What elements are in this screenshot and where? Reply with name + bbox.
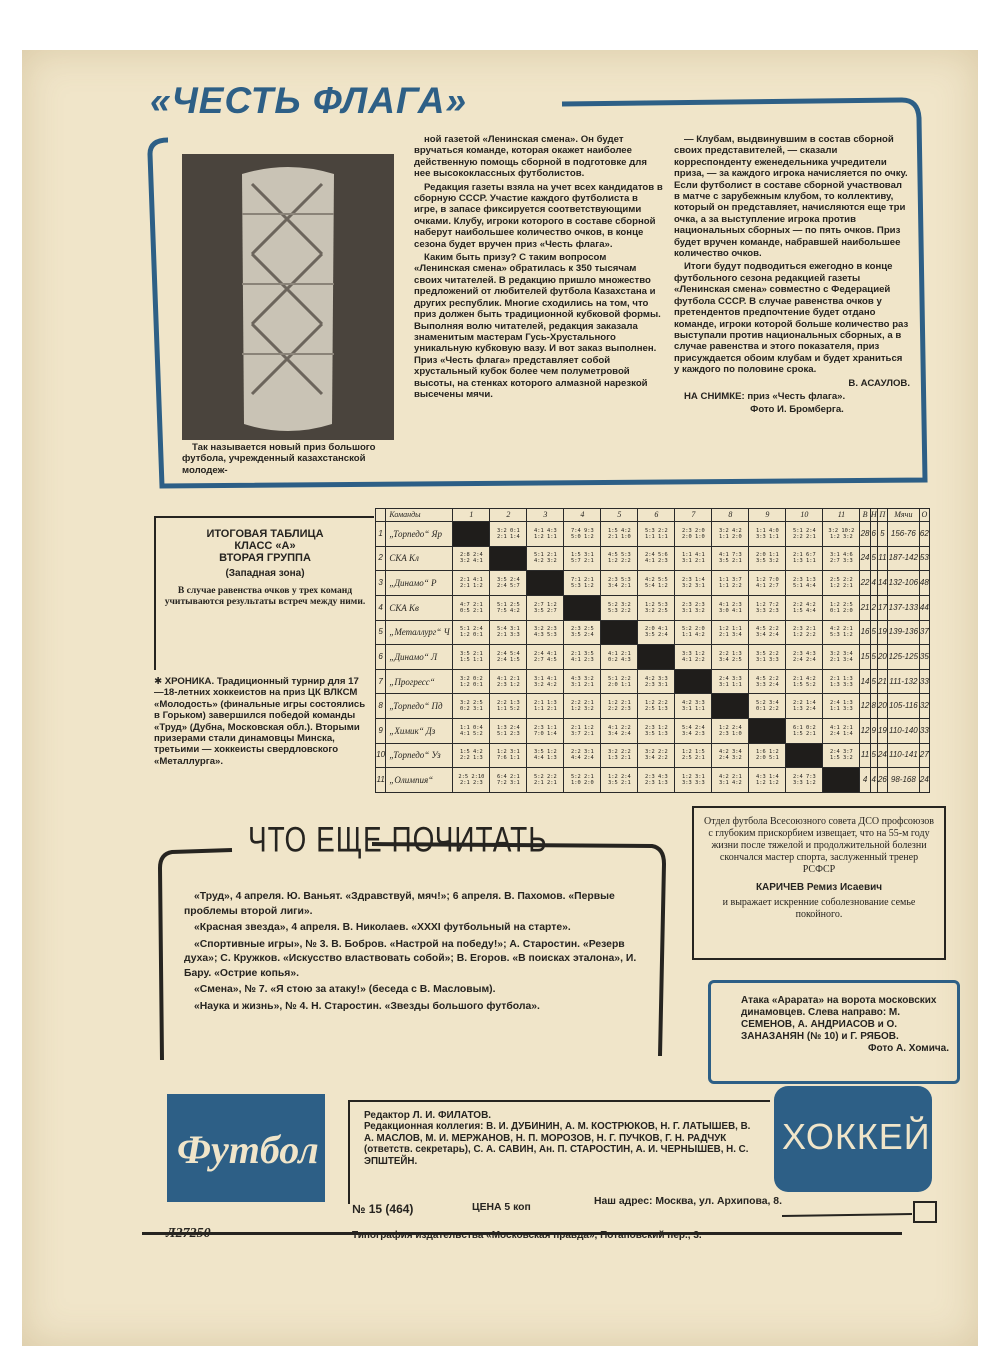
stat-l: 14: [877, 571, 887, 596]
score-cell: 6:4 2:1 7:2 3:1: [490, 768, 527, 793]
score-cell: 2:1 6:7 1:3 1:1: [786, 546, 823, 571]
intro-paragraph: Так называется новый приз большого футбола, учрежденный казахстанской молодеж-: [182, 442, 376, 476]
score-cell: 4:5 2:2 3:4 2:4: [749, 620, 786, 645]
stat-pts: 27: [919, 743, 929, 768]
box-group: ВТОРАЯ ГРУППА: [219, 552, 311, 564]
score-cell: 4:1 7:3 3:5 2:1: [712, 546, 749, 571]
team-name: „Торпедо“ Уз: [386, 743, 453, 768]
diagonal-cell: [638, 645, 675, 670]
header-stat: О: [919, 509, 929, 522]
score-cell: 2:5 2:10 2:1 2:3: [453, 768, 490, 793]
stat-d: 2: [870, 595, 877, 620]
stat-w: 16: [860, 620, 870, 645]
stat-goals: 98-168: [888, 768, 920, 793]
score-cell: 2:4 5:4 2:4 1:5: [490, 645, 527, 670]
stat-d: 5: [870, 546, 877, 571]
article-column-2: [414, 134, 664, 402]
hockey-logo: [774, 1086, 932, 1192]
score-cell: 1:2 7:0 4:1 2:7: [749, 571, 786, 596]
header-col-number: 10: [786, 509, 823, 522]
row-number: 9: [376, 719, 386, 744]
table-row: [376, 669, 930, 694]
header-teams: Команды: [386, 509, 453, 522]
paragraph: — Клубам, выдвинувшим в состав сборной своих представителей, — сказали корреспонденту еженедельника учредители приза, — за каждого игрока начисляется по очку. Если футболист в составе сборной участвовал в матче с зарубежным клубом, то коллективу, который он представляет, начисляются еще три очка, а за выступление игрока против национальных сборных — по пять очков. Приз будет вручен команде, набравшей наибольшее количество очков.: [674, 134, 908, 260]
reading-item: «Красная звезда», 4 апреля. В. Николаев. «XXXI футбольный на старте».: [194, 922, 571, 933]
diagonal-cell: [749, 719, 786, 744]
caption-text: Атака «Арарата» на ворота московских динамовцев. Слева направо: М. СЕМЕНОВ, А. АНДРИАСОВ и О. ЗАНАЗАНЯН (№ 10) и Г. РЯБОВ.: [741, 995, 937, 1042]
score-cell: 2:4 4:1 2:7 4:5: [527, 645, 564, 670]
stat-pts: 37: [919, 620, 929, 645]
score-cell: 1:2 2:4 2:3 1:0: [712, 719, 749, 744]
score-cell: 3:2 0:2 1:2 0:1: [453, 669, 490, 694]
stat-goals: 139-136: [888, 620, 920, 645]
box-subtitle: КЛАСС «А»: [234, 540, 296, 552]
reading-item: «Труд», 4 апреля. Ю. Ваньят. «Здравствуй, мяч!»; 6 апреля. В. Пахомов. «Первые проблемы второй лиги».: [184, 891, 615, 917]
stat-pts: 53: [919, 546, 929, 571]
editor-line: Редактор Л. И. ФИЛАТОВ.: [364, 1110, 492, 1121]
team-name: „Прогресс“: [386, 669, 453, 694]
hockey-logo-text: ХОККЕЙ: [782, 1116, 931, 1157]
score-cell: 2:7 1:2 3:5 2:7: [527, 595, 564, 620]
stat-l: 21: [877, 669, 887, 694]
score-cell: 3:1 4:6 2:7 3:3: [823, 546, 860, 571]
standings-info-box: [154, 516, 374, 670]
score-cell: 2:1 4:2 1:5 5:2: [786, 669, 823, 694]
futbol-logo: [167, 1094, 325, 1202]
score-cell: 2:3 1:3 5:1 4:4: [786, 571, 823, 596]
printer-line: Типография издательства «Московская правда», Потаповский пер., 3.: [352, 1230, 702, 1241]
chronicle-label: ХРОНИКА.: [164, 676, 215, 687]
score-cell: 2:2 2:1 1:2 3:2: [564, 694, 601, 719]
stat-d: 9: [870, 719, 877, 744]
stat-pts: 24: [919, 768, 929, 793]
stat-d: 5: [870, 620, 877, 645]
price: ЦЕНА 5 коп: [472, 1202, 531, 1213]
header-col-number: 6: [638, 509, 675, 522]
score-cell: 4:2 3:3 3:1 1:1: [675, 694, 712, 719]
score-cell: 7:1 2:1 5:3 1:2: [564, 571, 601, 596]
score-cell: 2:4 1:3 1:1 3:3: [823, 694, 860, 719]
score-cell: 5:3 2:2 1:1 1:1: [638, 522, 675, 547]
score-cell: 2:3 2:5 3:5 2:4: [564, 620, 601, 645]
row-number: 2: [376, 546, 386, 571]
score-cell: 5:4 2:4 3:4 2:3: [675, 719, 712, 744]
pen-icon: [782, 1196, 942, 1226]
chronicle-block: [154, 676, 366, 767]
stat-l: 20: [877, 645, 887, 670]
photo-caption-box: [708, 980, 960, 1084]
score-cell: 2:0 4:1 3:5 2:4: [638, 620, 675, 645]
box-zone: (Западная зона): [225, 568, 305, 579]
score-cell: 3:2 2:3 4:3 5:3: [527, 620, 564, 645]
team-name: „Химик“ Дз: [386, 719, 453, 744]
star-icon: ✱: [154, 676, 165, 687]
score-cell: 2:3 2:0 2:0 1:0: [675, 522, 712, 547]
header-col-number: 11: [823, 509, 860, 522]
score-cell: 2:2 4:2 1:5 4:4: [786, 595, 823, 620]
score-cell: 2:4 3:3 3:1 1:1: [712, 669, 749, 694]
score-cell: 5:2 2:2 2:1 2:1: [527, 768, 564, 793]
score-cell: 2:3 5:3 3:4 2:1: [601, 571, 638, 596]
diagonal-cell: [786, 743, 823, 768]
score-cell: 1:2 3:1 3:3 3:3: [675, 768, 712, 793]
score-cell: 4:1 4:3 1:2 1:1: [527, 522, 564, 547]
score-cell: 2:1 3:5 4:1 2:3: [564, 645, 601, 670]
score-cell: 1:2 7:2 3:3 2:3: [749, 595, 786, 620]
reading-list: [184, 890, 654, 1016]
stat-pts: 33: [919, 719, 929, 744]
stat-d: 6: [870, 522, 877, 547]
header-stat: Н: [870, 509, 877, 522]
stat-pts: 48: [919, 571, 929, 596]
score-cell: 4:1 2:2 3:4 2:4: [601, 719, 638, 744]
score-cell: 4:1 2:1 0:2 4:3: [601, 645, 638, 670]
row-number: 7: [376, 669, 386, 694]
score-cell: 4:2 3:3 2:3 3:1: [638, 669, 675, 694]
team-name: СКА Кл: [386, 546, 453, 571]
score-cell: 6:1 0:2 1:5 2:1: [786, 719, 823, 744]
team-name: СКА Кв: [386, 595, 453, 620]
stat-d: 8: [870, 694, 877, 719]
stat-goals: 187-142: [888, 546, 920, 571]
header-col-number: 1: [453, 509, 490, 522]
score-cell: 1:2 3:1 7:6 1:1: [490, 743, 527, 768]
score-cell: 1:5 4:2 2:1 1:0: [601, 522, 638, 547]
stat-d: 5: [870, 645, 877, 670]
header-col-number: 3: [527, 509, 564, 522]
score-cell: 5:2 2:0 1:1 4:2: [675, 620, 712, 645]
score-cell: 4:5 2:2 3:3 2:4: [749, 669, 786, 694]
issue-number: № 15 (464): [352, 1202, 414, 1216]
stat-w: 28: [860, 522, 870, 547]
row-number: 5: [376, 620, 386, 645]
row-number: 8: [376, 694, 386, 719]
stat-w: 24: [860, 546, 870, 571]
table-row: [376, 768, 930, 793]
score-cell: 4:7 2:1 0:5 2:1: [453, 595, 490, 620]
table-row: [376, 595, 930, 620]
diagonal-cell: [712, 694, 749, 719]
stat-goals: 105-116: [888, 694, 920, 719]
stat-w: 15: [860, 645, 870, 670]
header-col-number: 2: [490, 509, 527, 522]
header-stat: П: [877, 509, 887, 522]
reading-item: «Спортивные игры», № 3. В. Бобров. «Настрой на победу!»; А. Старостин. «Резерв духа»; С. Кружков. «Искусство властвовать собой»; В. Егоров. «В поисках эталона», И. Бару. «Острие копья».: [184, 938, 637, 979]
stat-goals: 125-125: [888, 645, 920, 670]
score-cell: 2:2 1:3 3:4 2:5: [712, 645, 749, 670]
stat-l: 11: [877, 546, 887, 571]
header-col-number: 4: [564, 509, 601, 522]
score-cell: 1:2 2:5 0:1 2:0: [823, 595, 860, 620]
score-cell: 3:5 2:1 1:5 1:1: [453, 645, 490, 670]
score-cell: 3:2 0:1 2:1 1:4: [490, 522, 527, 547]
stat-l: 24: [877, 743, 887, 768]
score-cell: 5:1 2:1 4:2 3:2: [527, 546, 564, 571]
stat-d: 4: [870, 768, 877, 793]
stat-w: 22: [860, 571, 870, 596]
score-cell: 2:3 2:3 3:1 3:2: [675, 595, 712, 620]
team-name: „Динамо“ Р: [386, 571, 453, 596]
score-cell: 1:2 2:1 2:2 2:3: [601, 694, 638, 719]
stat-d: 5: [870, 669, 877, 694]
score-cell: 1:2 2:2 2:5 1:3: [638, 694, 675, 719]
team-name: „Торпедо“ Пд: [386, 694, 453, 719]
diagonal-cell: [823, 768, 860, 793]
stat-goals: 156-76: [888, 522, 920, 547]
score-cell: 7:4 9:3 5:0 1:2: [564, 522, 601, 547]
stat-pts: 62: [919, 522, 929, 547]
stat-w: 12: [860, 719, 870, 744]
board-line: Редакционная коллегия: В. И. ДУБИНИН, А. М. КОСТРЮКОВ, Н. Г. ЛАТЫШЕВ, В. А. МАСЛОВ, М. И. МЕРЖАНОВ, Н. П. МОРОЗОВ, Н. Г. ПУЧКОВ, Г. Н. РАДЧУК (ответств. секретарь), С. А. САВИН, Ан. П. СТАРОСТИН, А. И. ЧЕРНЫШЕВ, Н. С. ЭПШТЕЙН.: [364, 1121, 751, 1167]
score-cell: 5:2 3:2 5:3 2:2: [601, 595, 638, 620]
score-cell: 1:2 1:1 2:1 3:4: [712, 620, 749, 645]
table-row: [376, 620, 930, 645]
address: Наш адрес: Москва, ул. Архипова, 8.: [594, 1196, 782, 1207]
score-cell: 2:3 1:4 3:2 3:1: [675, 571, 712, 596]
score-cell: 4:3 1:4 1:2 1:2: [749, 768, 786, 793]
stat-d: 5: [870, 743, 877, 768]
team-name: „Торпедо“ Яр: [386, 522, 453, 547]
header-col-number: 7: [675, 509, 712, 522]
stat-w: 21: [860, 595, 870, 620]
row-number: 11: [376, 768, 386, 793]
stat-goals: 132-106: [888, 571, 920, 596]
header-stat: В: [860, 509, 870, 522]
score-cell: 2:5 2:2 1:2 2:1: [823, 571, 860, 596]
table-row: [376, 719, 930, 744]
team-name: „Динамо“ Л: [386, 645, 453, 670]
team-name: „Металлург“ Ч: [386, 620, 453, 645]
score-cell: 2:3 1:2 3:5 1:3: [638, 719, 675, 744]
row-number: 1: [376, 522, 386, 547]
diagonal-cell: [453, 522, 490, 547]
diagonal-cell: [564, 595, 601, 620]
score-cell: 2:2 3:1 4:4 2:4: [564, 743, 601, 768]
stat-w: 4: [860, 768, 870, 793]
futbol-logo-text: Футбол: [177, 1127, 319, 1172]
stat-w: 12: [860, 694, 870, 719]
article-author: В. АСАУЛОВ.: [848, 377, 910, 389]
score-cell: 4:1 2:1 2:3 1:2: [490, 669, 527, 694]
table-row: [376, 522, 930, 547]
score-cell: 2:1 4:1 2:1 1:2: [453, 571, 490, 596]
obituary-closing: и выражает искренние соболезнование семье покойного.: [722, 897, 916, 920]
score-cell: 2:0 1:1 3:5 3:2: [749, 546, 786, 571]
stat-pts: 33: [919, 669, 929, 694]
stat-l: 19: [877, 620, 887, 645]
score-cell: 3:2 10:2 1:2 3:2: [823, 522, 860, 547]
editorial-box: [348, 1100, 770, 1204]
header-col-number: 8: [712, 509, 749, 522]
score-cell: 4:1 2:3 3:0 4:1: [712, 595, 749, 620]
paragraph: Редакция газеты взяла на учет всех кандидатов в сборную СССР. Участие каждого футболиста в игре, в запасе фиксируется соответствующими очками. Клубу, игроки которого в составе сборной наберут наибольшее количество очков, в конце сезона будет вручен приз «Честь флага».: [414, 181, 663, 250]
score-cell: 3:2 2:2 1:3 2:1: [601, 743, 638, 768]
stat-goals: 110-141: [888, 743, 920, 768]
reading-item: «Наука и жизнь», № 4. Н. Старостин. «Звезды большого футбола».: [194, 1000, 540, 1012]
score-cell: 1:5 3:1 5:7 2:1: [564, 546, 601, 571]
score-cell: 3:1 4:1 3:2 4:2: [527, 669, 564, 694]
stat-goals: 111-132: [888, 669, 920, 694]
page-title: «ЧЕСТЬ ФЛАГА»: [150, 80, 468, 121]
score-cell: 1:2 2:4 3:5 2:1: [601, 768, 638, 793]
score-cell: 3:2 2:2 3:4 2:2: [638, 743, 675, 768]
score-cell: 2:1 1:3 1:1 2:1: [527, 694, 564, 719]
box-title: ИТОГОВАЯ ТАБЛИЦА: [206, 528, 324, 540]
newspaper-page: [22, 50, 978, 1346]
row-number: 10: [376, 743, 386, 768]
photo-credit: Фото И. Бромберга.: [750, 404, 844, 416]
diagonal-cell: [675, 669, 712, 694]
print-code: Л27250: [166, 1226, 211, 1241]
score-cell: 3:5 2:2 3:1 3:3: [749, 645, 786, 670]
score-cell: 1:1 4:1 3:1 2:1: [675, 546, 712, 571]
score-cell: 2:2 1:3 1:1 5:2: [490, 694, 527, 719]
score-cell: 3:2 3:4 2:1 3:4: [823, 645, 860, 670]
table-row: [376, 743, 930, 768]
score-cell: 1:1 4:0 3:3 1:1: [749, 522, 786, 547]
row-number: 4: [376, 595, 386, 620]
stat-l: 5: [877, 522, 887, 547]
score-cell: 2:4 3:7 1:5 3:2: [823, 743, 860, 768]
score-cell: 3:2 4:2 1:1 2:0: [712, 522, 749, 547]
score-cell: 5:1 2:4 1:2 0:1: [453, 620, 490, 645]
score-cell: 2:3 4:3 2:4 2:4: [786, 645, 823, 670]
diagonal-cell: [527, 571, 564, 596]
stat-l: 20: [877, 694, 887, 719]
score-cell: 1:2 5:3 3:2 2:5: [638, 595, 675, 620]
obituary-name: КАРИЧЕВ Ремиз Исаевич: [755, 882, 883, 893]
obituary-text: Отдел футбола Всесоюзного совета ДСО профсоюзов с глубоким прискорбием извещает, что на 55-м году жизни после тяжелой и продолжительной болезни скончался мастер спорта, заслуженный тренер РСФСР: [704, 816, 934, 875]
score-cell: 3:2 2:5 0:2 3:1: [453, 694, 490, 719]
stat-w: 14: [860, 669, 870, 694]
stat-pts: 44: [919, 595, 929, 620]
score-cell: 4:3 3:2 3:1 2:1: [564, 669, 601, 694]
stat-goals: 110-140: [888, 719, 920, 744]
stat-d: 4: [870, 571, 877, 596]
score-cell: 2:3 2:1 1:2 2:2: [786, 620, 823, 645]
score-cell: 5:1 2:4 2:2 2:1: [786, 522, 823, 547]
header-stat: Мячи: [888, 509, 920, 522]
score-cell: 5:4 3:1 2:1 3:3: [490, 620, 527, 645]
score-cell: 5:2 3:4 0:1 2:2: [749, 694, 786, 719]
paragraph: Итоги будут подводиться ежегодно в конце футбольного сезона редакцией газеты «Ленинская смена» совместно с Федерацией футбола СССР. В случае равенства очков у претендентов предпочтение будет отдано команде, игроки которой больше количество раз выступали против национальных сборных, а в случае равенства и этого показателя, приз присуждается обоим клубам и будет храниться у каждого по половине срока.: [674, 261, 909, 376]
score-cell: 2:1 1:3 1:3 3:3: [823, 669, 860, 694]
diagonal-cell: [490, 546, 527, 571]
photo-caption: НА СНИМКЕ: приз «Честь флага».: [684, 390, 846, 402]
trophy-photo: [182, 154, 394, 440]
table-row: [376, 645, 930, 670]
stat-l: 19: [877, 719, 887, 744]
header-col-number: 9: [749, 509, 786, 522]
score-cell: 1:3 2:4 5:1 2:3: [490, 719, 527, 744]
score-cell: 5:2 2:1 1:0 2:0: [564, 768, 601, 793]
score-cell: 2:3 1:1 7:0 1:4: [527, 719, 564, 744]
score-cell: 4:2 3:4 2:4 3:2: [712, 743, 749, 768]
header-cell-empty: [376, 509, 386, 522]
stat-w: 11: [860, 743, 870, 768]
score-cell: 4:2 2:1 5:3 1:2: [823, 620, 860, 645]
table-row: [376, 571, 930, 596]
score-cell: 2:8 2:4 3:2 4:1: [453, 546, 490, 571]
score-cell: 1:1 3:7 1:1 2:2: [712, 571, 749, 596]
chronicle-text: Традиционный турнир для 17—18-летних хоккеистов на приз ЦК ВЛКСМ «Молодость» (финальные игры состоялись в Горьком) завершился победой команды «Труд» (Дубна, Московская обл.). Вторыми призерами стали динамовцы Минска, третьими — хоккеисты свердловского «Металлурга».: [154, 676, 366, 767]
reading-title: ЧТО ЕЩЕ ПОЧИТАТЬ: [248, 820, 548, 859]
reading-item: «Смена», № 7. «Я стою за атаку!» (беседа с В. Масловым).: [194, 984, 496, 995]
score-cell: 4:1 2:1 2:4 1:4: [823, 719, 860, 744]
score-cell: 4:2 5:5 5:4 1:2: [638, 571, 675, 596]
stat-l: 17: [877, 595, 887, 620]
score-cell: 4:5 5:3 1:2 2:2: [601, 546, 638, 571]
score-cell: 2:3 4:3 2:3 1:3: [638, 768, 675, 793]
caption-credit: Фото А. Хомича.: [867, 1043, 949, 1054]
score-cell: 1:1 0:4 4:1 5:2: [453, 719, 490, 744]
score-cell: 2:4 7:3 3:3 1:2: [786, 768, 823, 793]
score-cell: 1:2 1:5 2:5 2:1: [675, 743, 712, 768]
score-cell: 2:1 1:2 3:7 2:1: [564, 719, 601, 744]
row-number: 3: [376, 571, 386, 596]
header-col-number: 5: [601, 509, 638, 522]
table-header-row: [376, 509, 930, 522]
team-name: „Олимпия“: [386, 768, 453, 793]
box-note: В случае равенства очков у трех команд учитываются результаты встреч между ними.: [164, 585, 366, 607]
score-cell: 5:1 2:5 7:5 4:2: [490, 595, 527, 620]
stat-goals: 137-133: [888, 595, 920, 620]
score-cell: 2:4 5:6 4:1 2:3: [638, 546, 675, 571]
score-cell: 3:5 2:4 2:4 5:7: [490, 571, 527, 596]
table-row: [376, 694, 930, 719]
obituary-box: [692, 806, 946, 960]
stat-l: 26: [877, 768, 887, 793]
table-row: [376, 546, 930, 571]
stat-pts: 32: [919, 694, 929, 719]
score-cell: 5:1 2:2 2:0 1:1: [601, 669, 638, 694]
score-cell: 4:2 2:1 3:1 4:2: [712, 768, 749, 793]
diagonal-cell: [601, 620, 638, 645]
score-cell: 3:3 1:2 4:1 2:2: [675, 645, 712, 670]
score-cell: 1:6 1:2 2:0 5:1: [749, 743, 786, 768]
score-cell: 1:5 4:2 2:2 1:3: [453, 743, 490, 768]
stat-pts: 35: [919, 645, 929, 670]
paragraph: ной газетой «Ленинская смена». Он будет вручаться команде, которая окажет наиболее действенную помощь сборной в подготовке для нее высококлассных футболистов.: [414, 134, 647, 180]
article-column-3: [674, 134, 910, 418]
score-cell: 2:2 1:4 1:3 2:4: [786, 694, 823, 719]
article-intro: [182, 442, 406, 478]
standings-table: [375, 508, 930, 793]
row-number: 6: [376, 645, 386, 670]
paragraph: Каким быть призу? С таким вопросом «Ленинская смена» обратилась к 350 тысячам своих читателей. В редакцию пришло множество предложений от любителей футбола Казахстана и других республик. Многие сходились на том, что приз должен быть традиционной кубковой формы. Выполняя волю читателей, редакция заказала знаменитым мастерам Гусь-Хрустального уникальную кубковую вазу. И вот заказ выполнен. Приз «Честь флага» представляет собой хрустальный кубок более чем полуметровой высоты, на стенках которого алмазной нарезкой высечены мячи.: [414, 252, 661, 400]
score-cell: 3:5 1:2 4:4 1:3: [527, 743, 564, 768]
